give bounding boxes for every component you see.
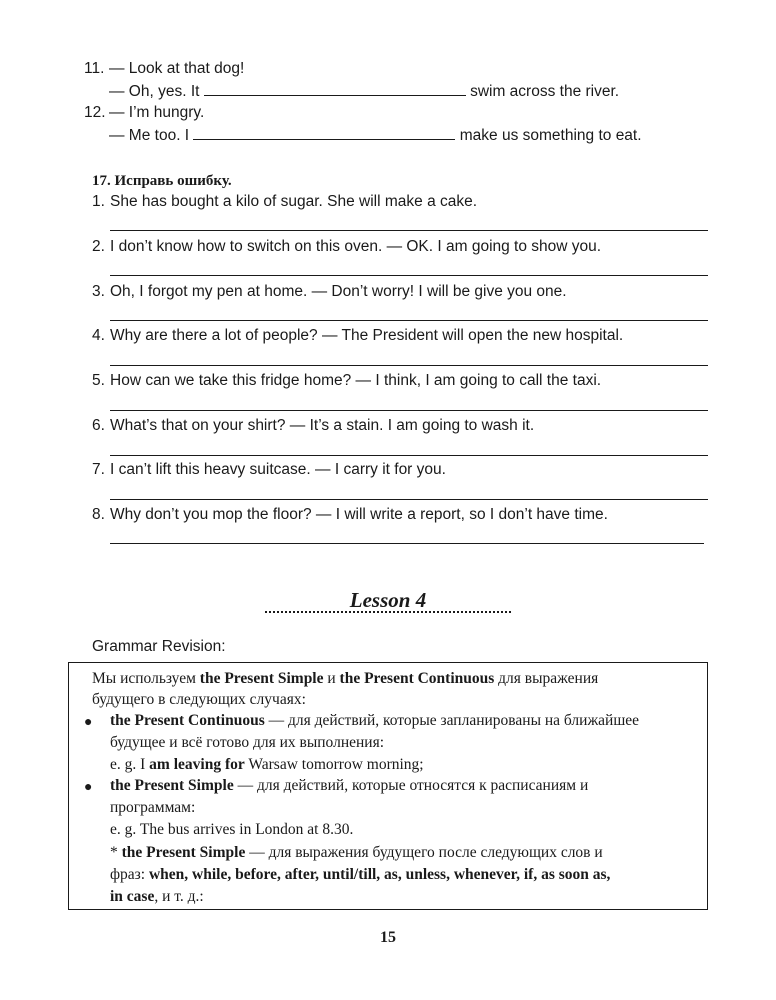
grammar-text: * bbox=[110, 844, 118, 861]
answer-line[interactable] bbox=[110, 499, 708, 500]
item-number: 12. bbox=[84, 104, 106, 121]
answer-line[interactable] bbox=[110, 320, 708, 321]
item-text: How can we take this fridge home? — I think, I am going to call the taxi. bbox=[110, 372, 602, 389]
grammar-text: фраз: bbox=[110, 866, 146, 883]
grammar-heading: Grammar Revision: bbox=[92, 638, 226, 655]
grammar-text: — для действий, которые запланированы на ближайшее bbox=[268, 712, 640, 729]
answer-line[interactable] bbox=[110, 455, 708, 456]
answer-line[interactable] bbox=[110, 365, 708, 366]
answer-line[interactable] bbox=[110, 230, 708, 231]
answer-line[interactable] bbox=[110, 275, 708, 276]
grammar-text: Мы используем bbox=[92, 670, 196, 687]
grammar-text: , и т. д.: bbox=[154, 888, 204, 905]
grammar-term: the Present Simple bbox=[199, 670, 324, 687]
item-text: I can’t lift this heavy suitcase. — I carry it for you. bbox=[110, 461, 446, 478]
bullet-2-example: e. g. The bus arrives in London at 8.30. bbox=[110, 821, 354, 838]
lesson-title: Lesson 4 bbox=[349, 588, 427, 612]
answer-blank[interactable] bbox=[193, 125, 455, 140]
item-text: What’s that on your shirt? — It’s a stain. I am going to wash it. bbox=[110, 417, 535, 434]
dialogue-line: — I’m hungry. bbox=[109, 104, 205, 121]
item-text: Oh, I forgot my pen at home. — Don’t worry! I will be give you one. bbox=[110, 283, 567, 300]
grammar-term: the Present Simple bbox=[121, 844, 246, 861]
item-number: 8. bbox=[92, 506, 105, 523]
exercise-title: 17. Исправь ошибку. bbox=[92, 173, 232, 189]
item-number: 2. bbox=[92, 238, 105, 255]
bullet-1-line-1 bbox=[110, 711, 639, 731]
grammar-text: и bbox=[327, 670, 336, 687]
answer-line[interactable] bbox=[110, 543, 704, 544]
dialogue-line bbox=[109, 81, 619, 102]
bullet-2-line-1 bbox=[110, 776, 588, 796]
bullet-2-line-2: программам: bbox=[110, 799, 196, 816]
answer-line[interactable] bbox=[110, 410, 708, 411]
bullet-dot: ● bbox=[84, 778, 93, 794]
page-number: 15 bbox=[380, 929, 396, 946]
note-line-1 bbox=[110, 843, 603, 863]
grammar-text: — для выражения будущего после следующих слов и bbox=[249, 844, 603, 861]
note-line-2 bbox=[110, 865, 610, 885]
item-text: I don’t know how to switch on this oven. — OK. I am going to show you. bbox=[110, 238, 602, 255]
bullet-1-example bbox=[110, 755, 424, 775]
grammar-text: e. g. I bbox=[110, 756, 146, 773]
lesson-title-dotted-rule bbox=[265, 611, 511, 613]
grammar-term: the Present Continuous bbox=[110, 712, 265, 729]
grammar-term: am leaving for bbox=[149, 756, 245, 773]
item-number: 6. bbox=[92, 417, 105, 434]
dialogue-line bbox=[109, 125, 642, 146]
grammar-intro-line-1 bbox=[92, 669, 598, 689]
item-number: 11. bbox=[84, 60, 105, 77]
grammar-text: Warsaw tomorrow morning; bbox=[248, 756, 424, 773]
item-number: 4. bbox=[92, 327, 105, 344]
grammar-term: the Present Continuous bbox=[339, 670, 495, 687]
answer-blank[interactable] bbox=[204, 81, 466, 96]
grammar-text: для выражения bbox=[498, 670, 599, 687]
dialogue-text: — Me too. I bbox=[109, 127, 190, 144]
item-text: Why are there a lot of people? — The President will open the new hospital. bbox=[110, 327, 624, 344]
bullet-dot: ● bbox=[84, 713, 93, 729]
bullet-1-line-2: будущее и всё готово для их выполнения: bbox=[110, 734, 385, 751]
item-number: 7. bbox=[92, 461, 105, 478]
item-text: She has bought a kilo of sugar. She will make a cake. bbox=[110, 193, 478, 210]
dialogue-text: swim across the river. bbox=[470, 83, 620, 100]
item-text: Why don’t you mop the floor? — I will write a report, so I don’t have time. bbox=[110, 506, 608, 523]
grammar-term: when, while, before, after, until/till, as, unless, whenever, if, as soon as, bbox=[148, 866, 611, 883]
grammar-term: in case bbox=[110, 888, 155, 905]
item-number: 1. bbox=[92, 193, 105, 210]
dialogue-text: make us something to eat. bbox=[459, 127, 642, 144]
dialogue-line: — Look at that dog! bbox=[109, 60, 245, 77]
dialogue-text: — Oh, yes. It bbox=[109, 83, 200, 100]
grammar-intro-line-2: будущего в следующих случаях: bbox=[92, 691, 306, 708]
grammar-term: the Present Simple bbox=[110, 777, 234, 794]
item-number: 3. bbox=[92, 283, 105, 300]
item-number: 5. bbox=[92, 372, 105, 389]
grammar-text: — для действий, которые относятся к расписаниям и bbox=[237, 777, 589, 794]
note-line-3 bbox=[110, 887, 204, 907]
